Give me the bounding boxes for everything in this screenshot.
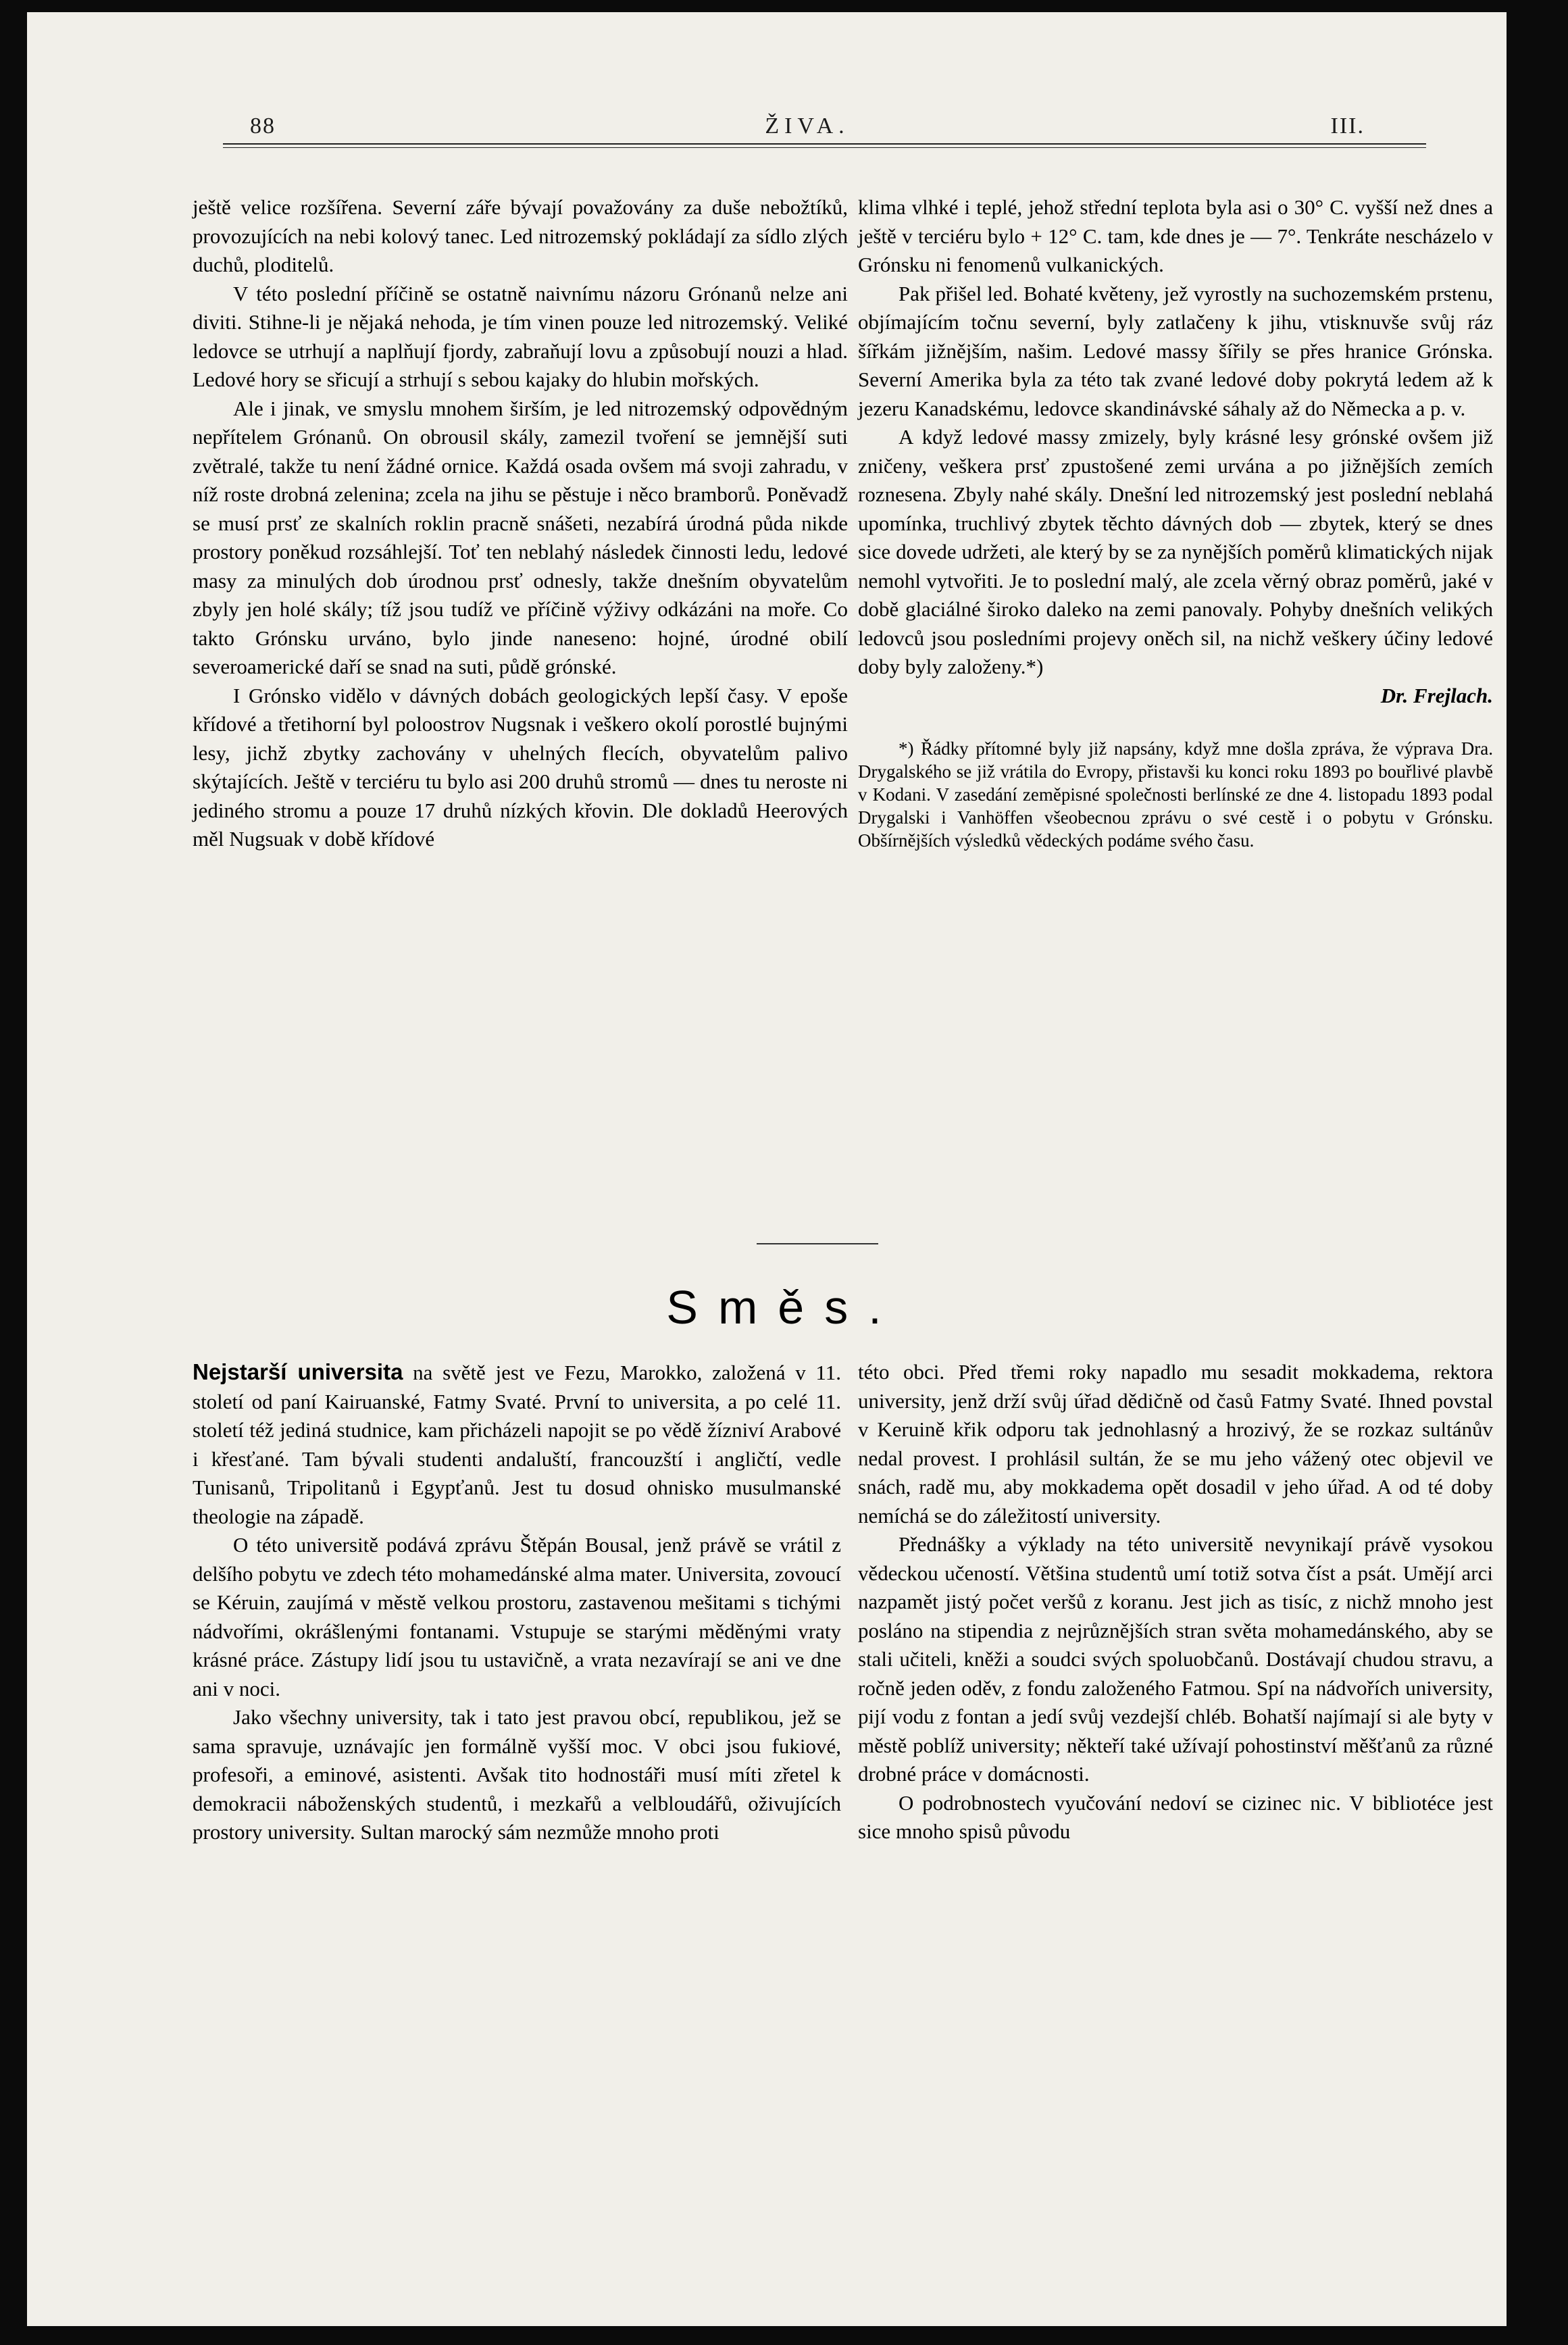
paragraph: O této universitě podává zprávu Štěpán Bousal, jenž právě se vrátil z delšího pobytu ve zdech této mohamedánské alma mater. Universita, zovoucí se Kéruin, zaujímá v městě velkou prostoru, zastavenou mešitami s tichými nádvořími, okrášlenými fontanami. Vstupuje se starými měděnými vraty krásné práce. Zástupy lidí jsou tu ustavičně, a vrata nezavírají se ani ve dne ani v noci. [193, 1533, 841, 1700]
article1-column-left [193, 193, 848, 854]
paragraph: Přednášky a výklady na této universitě nevynikají právě vysokou vědeckou učeností. Většina studentů umí totiž sotva číst a psát. Umějí arci nazpamět jistý počet veršů z koranu. Jest jich as tisíc, z nichž mnoho jest posláno na stipendia z nejrůznějších stran světa mohamedánského, aby se stali učiteli, kněži a soudci svých spoluobčanů. Dostávají chudou stravu, a ročně jeden oděv, z fondu založeného Fatmou. Spí na nádvořích university, pijí vodu z fontan a jedí svůj vezdejší chléb. Bohatší najímají si ale byty v městě poblíž university; někteří také užívají pohostinství měšťanů za různé drobné práce v domácnosti. [858, 1532, 1493, 1786]
article2-column-right [858, 1358, 1493, 1846]
footnote [858, 737, 1493, 852]
paragraph: ještě velice rozšířena. Severní záře bývají považovány za duše nebožtíků, provozujících na nebi kolový tanec. Led nitrozemský pokládají za sídlo zlých duchů, ploditelů. [193, 195, 848, 276]
paragraph: O podrobnostech vyučování nedoví se cizinec nic. V bibliotéce jest sice mnoho spisů původu [858, 1790, 1493, 1843]
footnote-text: *) Řádky přítomné byly již napsány, když mne došla zpráva, že výprava Dra. Drygalského se již vrátila do Evropy, přistavši ku konci roku 1893 po bouřlivé plavbě v Kodani. V zasedání zeměpisné společnosti berlínské ze dne 4. listopadu 1893 podal Drygalski i Vanhöffen všeobecnou zprávu o své cestě i o pobytu v Grónsku. Obšírnějších výsledků vědeckých podáme svého času. [858, 738, 1493, 851]
page-number: 88 [250, 114, 276, 138]
header-rule [223, 143, 1426, 148]
journal-title: ŽIVA. [765, 114, 850, 138]
article-lead-heading: Nejstarší universita [193, 1359, 403, 1384]
article1-column-right [858, 193, 1493, 852]
paragraph: A když ledové massy zmizely, byly krásné lesy grónské ovšem již zničeny, veškera prsť zpustošené zemi urvána a po jižnějších zemích roznesena. Zbyly nahé skály. Dnešní led nitrozemský jest poslední neblahá upomínka, truchlivý zbytek těchto dávných dob — zbytek, který se dnes sice dovede udržeti, ale který by se za nynějších poměrů klimatických nijak nemohl vytvořiti. Je to poslední malý, ale zcela věrný obraz poměrů, jaké v době glaciálné široko daleko na zemi panovaly. Pohyby dnešních velikých ledovců jsou posledními projevy oněch sil, na nichž veškery účiny ledové doby byly založeny.*) [858, 425, 1493, 678]
author-signature: Dr. Frejlach. [1380, 683, 1493, 707]
paragraph: klima vlhké i teplé, jehož střední teplota byla asi o 30° C. vyšší než dnes a ještě v terciéru bylo + 12° C. tam, kde dnes je — 7°. Tenkráte nescházelo v Grónsku ni fenomenů vulkanických. [858, 195, 1493, 276]
paragraph: Pak přišel led. Bohaté květeny, jež vyrostly na suchozemském prstenu, objímajícím točnu severní, byly zatlačeny k jihu, vtisknuvše svůj ráz šířkám jižnějším, našim. Ledové massy šířily se přes hranice Grónska. Severní Amerika byla za této tak zvané ledové doby pokrytá ledem až k jezeru Kanadskému, ledovce skandinávské sáhaly až do Německa a p. v. [858, 281, 1493, 420]
paragraph: této obci. Před třemi roky napadlo mu sesadit mokkadema, rektora university, jenž drží svůj úřad dědičně od časů Fatmy Svaté. Ihned povstal v Keruině křik odporu tak jednohlasný a hrozivý, že se rozkaz sultánův nedal provest. I prohlásil sultán, že se mu jeho vážený otec objevil ve snách, radě mu, aby mokkadema opět dosadil v jeho úřad. A od té doby nemíchá se do záležitostí university. [858, 1360, 1493, 1528]
volume-number: III. [1330, 114, 1365, 138]
article2-column-left [193, 1358, 841, 1847]
section-title: Směs. [666, 1281, 902, 1334]
paragraph: na světě jest ve Fezu, Marokko, založená v 11. století od paní Kairuanské, Fatmy Svaté. První to universita, a po celé 11. století též jediná studnice, kam přicházeli napojit se po vědě žízniví Arabové i křesťané. Tam bývali studenti andaluští, francouzští i angličtí, vedle Tunisanů, Tripolitanů i Egypťanů. Jest tu dosud ohnisko musulmanské theologie na západě. [193, 1361, 841, 1528]
page-header [250, 114, 1365, 154]
paragraph: I Grónsko vidělo v dávných dobách geologických lepší časy. V epoše křídové a třetihorní byl poloostrov Nugsnak i veškero okolí porostlé bujnými lesy, jichž zbytky zachovány v uhelných flecích, obyvatelům palivo skýtajících. Ještě v terciéru tu bylo asi 200 druhů stromů — dnes tu neroste ni jediného stromu a pouze 17 druhů nízkých křovin. Dle dokladů Heerových měl Nugsuak v době křídové [193, 683, 848, 851]
paragraph: Ale i jinak, ve smyslu mnohem širším, je led nitrozemský odpovědným nepřítelem Grónanů. On obrousil skály, zamezil tvoření se jemnější suti zvětralé, takže tu není žádné ornice. Každá osada ovšem má svoji zahradu, v níž roste drobná zelenina; zcela na jihu se pěstuje i něco bramborů. Poněvadž se musí prsť ze skalních roklin pracně snášeti, nezabírá úrodná půda nikde prostory poněkud rozsáhlejší. Toť ten neblahý následek činnosti ledu, ledové masy za minulých dob úrodnou prsť odnesly, takže dnešním obyvatelům zbyly jen holé skály; tíž jsou tudíž ve příčině výživy odkázáni na moře. Co takto Grónsku urváno, bylo jinde naneseno: hojné, úrodné obilí severoamerické daří se snad na suti, půdě grónské. [193, 396, 848, 678]
section-divider [757, 1243, 878, 1244]
paragraph: Jako všechny university, tak i tato jest pravou obcí, republikou, jež se sama spravuje, uznávajíc jen formálně vyšší moc. V obci jsou fukiové, profesoři, a eminové, asistenti. Avšak tito hodnostáři musí míti zřetel k demokracii náboženských studentů, i mezkařů a velbloudářů, oživujících prostory university. Sultan marocký sám nezmůže mnoho proti [193, 1705, 841, 1844]
paragraph: V této poslední příčině se ostatně naivnímu názoru Grónanů nelze ani diviti. Stihne-li je nějaká nehoda, je tím vinen pouze led nitrozemský. Veliké ledovce se utrhují a naplňují fjordy, zabraňují lovu a způsobují nouzi a hlad. Ledové hory se sřicují a strhují s sebou kajaky do hlubin mořských. [193, 281, 848, 391]
